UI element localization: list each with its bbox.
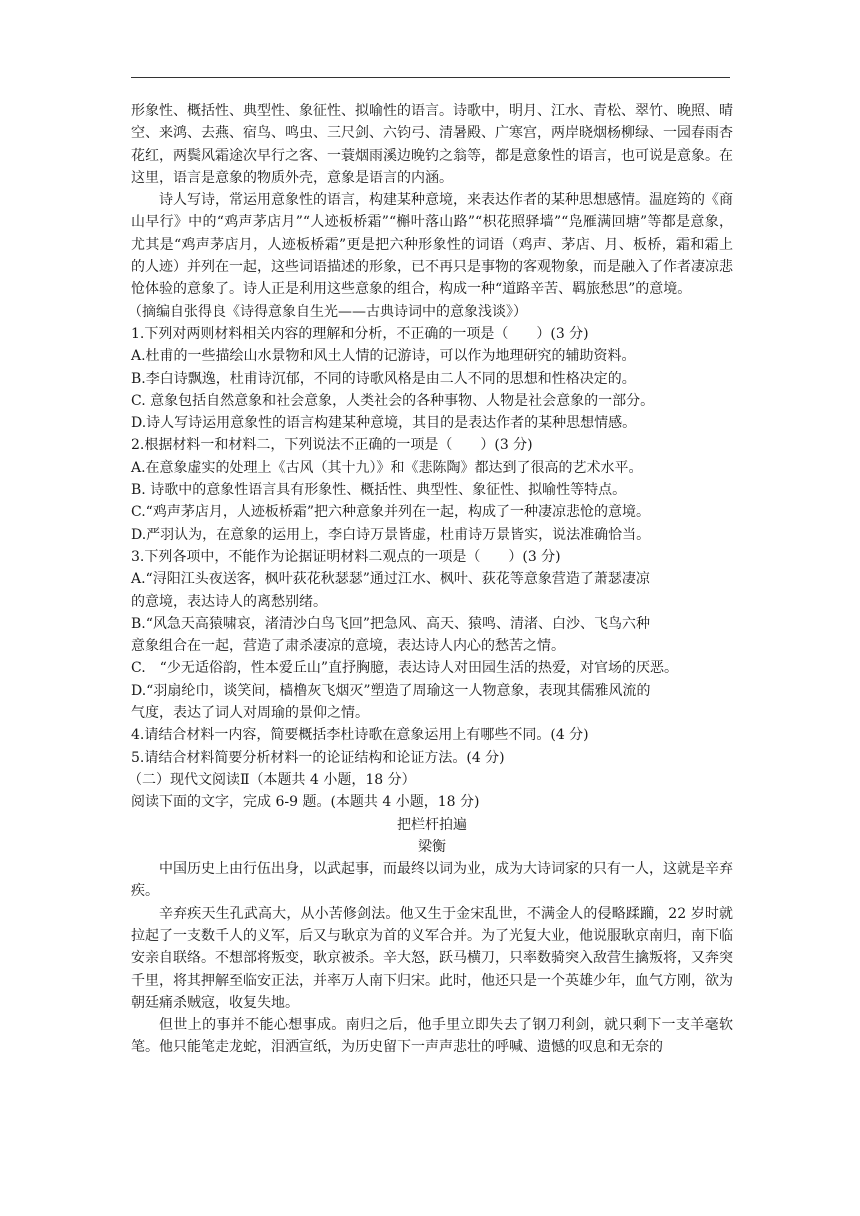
header-rule <box>131 77 730 78</box>
question-2-option-a: A.在意象虚实的处理上《古风（其十九）》和《悲陈陶》都达到了很高的艺术水平。 <box>131 459 643 476</box>
question-1-option-c: C. 意象包括自然意象和社会意象，人类社会的各种事物、人物是社会意象的一部分。 <box>131 392 655 409</box>
question-1-option-d: D.诗人写诗运用意象性的语言构建某种意境，其目的是表达作者的某种思想情感。 <box>131 415 637 432</box>
article-paragraph: 辛弃疾天生孔武高大，从小苦修剑法。他又生于金宋乱世，不满金人的侵略蹂躏，22 岁时就拉起了一支数千人的义军，后又与耿京为首的义军合并。为了光复大业，他说服耿京南归，南下临安亲自联络。不想部将叛变，耿京被杀。辛大怒，跃马横刀，只率数骑突入敌营生擒叛将，又奔突千里，将其押解至临安正法，并率万人南下归宋。此时，他还只是一个英雄少年，血气方刚，欲为朝廷痛杀贼寇，收复失地。 <box>131 905 733 1011</box>
question-2-option-d: D.严羽认为，在意象的运用上，李白诗万景皆虚，杜甫诗万景皆实，说法准确恰当。 <box>131 526 651 543</box>
question-3-option-b: B.“风急天高猿啸哀，渚清沙白鸟飞回”把急风、高天、猿鸣、清渚、白沙、飞鸟六种 <box>131 615 651 632</box>
question-2-option-b: B. 诗歌中的意象性语言具有形象性、概括性、典型性、象征性、拟喻性等特点。 <box>131 482 627 499</box>
question-3-option-a-cont: 的意境，表达诗人的离愁别绪。 <box>131 593 327 610</box>
question-3-option-b-cont: 意象组合在一起，营造了肃杀凄凉的意境，表达诗人内心的愁苦之情。 <box>131 638 565 655</box>
document-body <box>128 100 733 1059</box>
question-3: 3.下列各项中，不能作为论据证明材料二观点的一项是（ ）(3 分) <box>131 548 561 565</box>
question-3-option-d-cont: 气度，表达了词人对周瑜的景仰之情。 <box>131 705 369 722</box>
source-citation: （摘编自张得良《诗得意象自生光——古典诗词中的意象浅谈》） <box>128 303 527 320</box>
article-title: 把栏杆拍遍 <box>397 816 467 833</box>
question-2-option-c: C.“鸡声茅店月，人迹板桥霜”把六种意象并列在一起，构成了一种凄凉悲怆的意境。 <box>131 504 650 521</box>
question-5: 5.请结合材料简要分析材料一的论证结构和论证方法。(4 分) <box>131 749 505 766</box>
question-2: 2.根据材料一和材料二，下列说法不正确的一项是（ ）(3 分) <box>131 437 533 454</box>
material-paragraph: 诗人写诗，常运用意象性的语言，构建某种意境，来表达作者的某种思想感情。温庭筠的《商山早行》中的“鸡声茅店月”“人迹板桥霜”“槲叶落山路”“枳花照驿墙”“凫雁满回塘”等都是意象，尤其是“鸡声茅店月，人迹板桥霜”更是把六种形象性的词语（鸡声、茅店、月、板桥，霜和霜上的人迹）并列在一起，这些词语描述的形象，已不再只是事物的客观物象，而是融入了作者凄凉悲怆体验的意象了。诗人正是利用这些意象的组合，构成一种“道路辛苦、羁旅愁思”的意境。 <box>131 192 733 298</box>
question-3-option-c: C. “少无适俗韵，性本爱丘山”直抒胸臆，表达诗人对田园生活的热爱，对官场的厌恶。 <box>131 660 678 677</box>
section-heading: （二）现代文阅读Ⅱ（本题共 4 小题，18 分） <box>128 771 416 788</box>
section-instruction: 阅读下面的文字，完成 6-9 题。(本题共 4 小题，18 分) <box>131 794 480 811</box>
question-1-option-b: B.李白诗飘逸，杜甫诗沉郁，不同的诗歌风格是由二人不同的思想和性格决定的。 <box>131 370 636 387</box>
question-4: 4.请结合材料一内容，简要概括李杜诗歌在意象运用上有哪些不同。(4 分) <box>131 727 589 744</box>
question-3-option-a: A.“浔阳江头夜送客，枫叶荻花秋瑟瑟”通过江水、枫叶、荻花等意象营造了萧瑟凄凉 <box>131 571 650 588</box>
question-3-option-d: D.“羽扇纶巾，谈笑间，樯橹灰飞烟灭”塑造了周瑜这一人物意象，表现其儒雅风流的 <box>131 682 651 699</box>
article-paragraph: 中国历史上由行伍出身，以武起事，而最终以词为业，成为大诗词家的只有一人，这就是辛弃疾。 <box>131 861 733 900</box>
question-1: 1.下列对两则材料相关内容的理解和分析，不正确的一项是（ ）(3 分) <box>131 325 589 342</box>
material-paragraph: 形象性、概括性、典型性、象征性、拟喻性的语言。诗歌中，明月、江水、青松、翠竹、晚照、晴空、来鸿、去燕、宿鸟、鸣虫、三尺剑、六钧弓、清暑殿、广寒宫，两岸晓烟杨柳绿、一园春雨杏花红，两鬓风霜途次早行之客、一蓑烟雨溪边晚钓之翁等，都是意象性的语言，也可说是意象。在这里，语言是意象的物质外壳，意象是语言的内涵。 <box>131 103 733 186</box>
article-paragraph: 但世上的事并不能心想事成。南归之后，他手里立即失去了钢刀利剑，就只剩下一支羊毫软笔。他只能笔走龙蛇，泪洒宣纸，为历史留下一声声悲壮的呼喊、遗憾的叹息和无奈的 <box>131 1017 733 1056</box>
article-author: 梁衡 <box>418 838 446 855</box>
question-1-option-a: A.杜甫的一些描绘山水景物和风土人情的记游诗，可以作为地理研究的辅助资料。 <box>131 348 636 365</box>
